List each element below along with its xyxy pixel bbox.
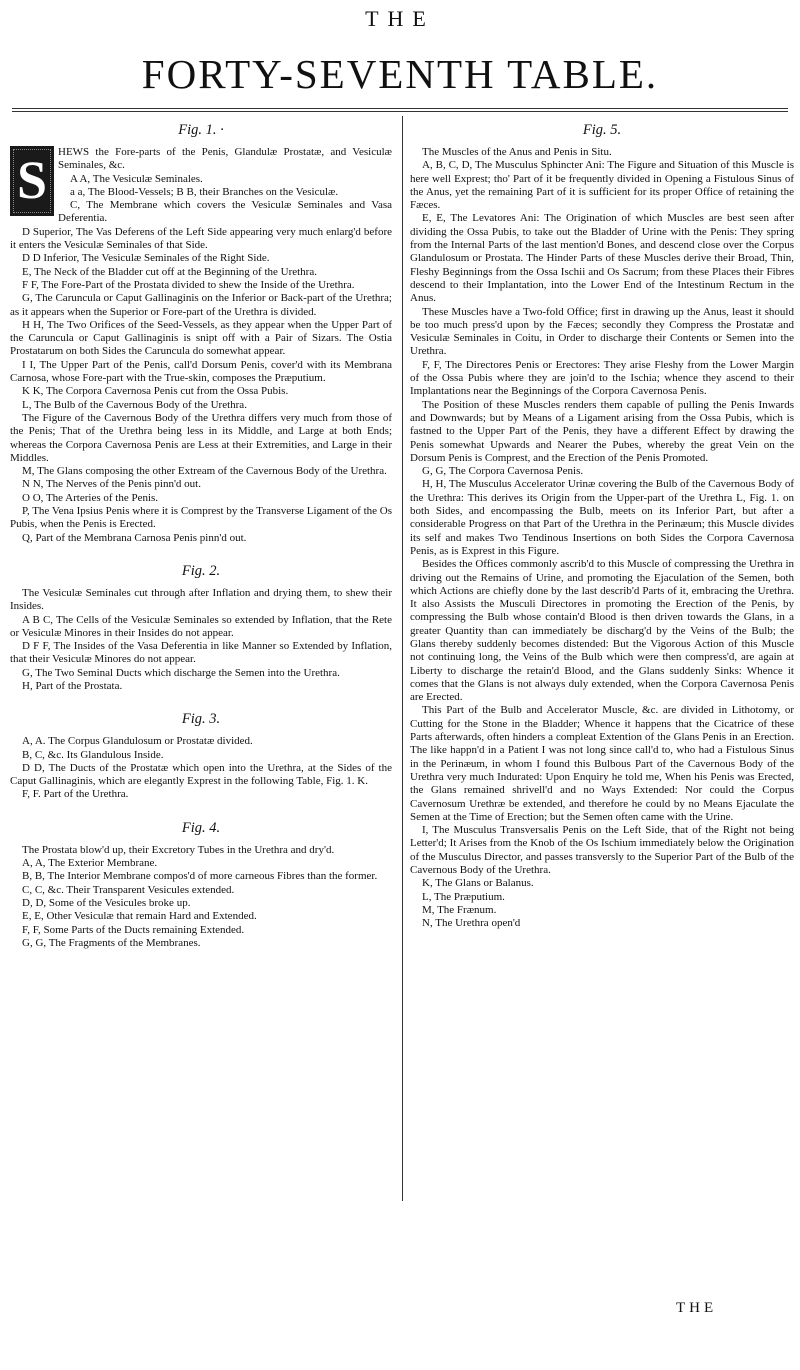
paragraph: G, The Caruncula or Caput Gallinaginis on the Inferior or Back-part of the Urethra; as it appears when the Superior or Fore-part of the Urethra is divided.: [10, 292, 392, 318]
right-column: [410, 120, 794, 931]
paragraph: I, The Musculus Transversalis Penis on the Left Side, that of the Right not being Letter'd; It Arises from the Knob of the Os Ischium immediately below the Origination of the Musculus Director, and passes transversly to the Superior Part of the Bulb of the Cavernous Body of the Urethra.: [410, 824, 794, 877]
paragraph: G, G, The Corpora Cavernosa Penis.: [422, 465, 584, 478]
paragraph: F, F, Some Parts of the Ducts remaining Extended.: [22, 923, 245, 936]
page-title: FORTY-SEVENTH TABLE.: [141, 51, 659, 97]
fig1-intro-line: HEWS the Fore-parts of the Penis, Glandulæ Prostatæ, and Vesiculæ Seminales, &c.: [58, 146, 392, 172]
paragraph: N N, The Nerves of the Penis pinn'd out.: [22, 478, 201, 491]
paragraph: The Figure of the Cavernous Body of the Urethra differs very much from those of the Penis; That of the Urethra being less in its Middle, and Large at both Ends; whereas the Corpora Cavernosa Penis are Less at their Extremities, and Large in their Middles.: [10, 411, 392, 464]
catchword: THE: [676, 1300, 718, 1316]
paragraph: A, B, C, D, The Musculus Sphincter Ani: The Figure and Situation of this Muscle is here well Exprest; tho' Part of it be frequently divided in Opening a Fistulous Sinus of the Anus, yet the remaining Part of it is sufficient for its proper Office of retaining the Fæces.: [410, 159, 794, 212]
paragraph: The Position of these Muscles renders them capable of pulling the Penis Inwards and Downwards; but by Means of a Ligament arising from the Ossa Pubis, which is fastned to the Upper Part of the Penis, they have a different Effect by drawing the Penis somewhat Upwards and Nearer the Pubes, whereby the great Vein on the Dorsum Penis is Comprest, and the Erection of the Penis Promoted.: [410, 398, 794, 464]
paragraph: K K, The Corpora Cavernosa Penis cut from the Ossa Pubis.: [22, 385, 289, 398]
fig1-intro-line: C, The Membrane which covers the Vesiculæ Seminales and Vasa Deferentia.: [58, 199, 392, 225]
paragraph: G, G, The Fragments of the Membranes.: [22, 936, 201, 949]
fig4-paragraphs: [10, 844, 392, 950]
paragraph: E, E, The Levatores Ani: The Origination of which Muscles are best seen after dividing the Ossa Pubis, to take out the Bladder of Urine with the Penis: They spring from the Internal Parts of the last mention'd Bones, and descend close over the Corpus Glandulosum or Prostata. The Hinder Parts of these Muscles derive their Broad, Thin, Fleshy Beginnings from the Ossa Ischii and Os Sacrum; from these Places their Fibres descend to their Implantation, into the Lower End of the Intestinum Rectum in the Anus.: [410, 212, 794, 305]
paragraph: B, C, &c. Its Glandulous Inside.: [22, 748, 164, 761]
paragraph: F F, The Fore-Part of the Prostata divided to shew the Inside of the Urethra.: [22, 278, 355, 291]
paragraph: Q, Part of the Membrana Carnosa Penis pinn'd out.: [22, 531, 247, 544]
fig4-heading: Fig. 4.: [181, 819, 221, 836]
fig2-paragraphs: [10, 587, 392, 693]
paragraph: N, The Urethra open'd: [422, 917, 521, 930]
paragraph: O O, The Arteries of the Penis.: [22, 491, 159, 504]
paragraph: A, A, The Exterior Membrane.: [22, 857, 158, 870]
dropcap-letter: S: [10, 146, 54, 216]
running-head: THE: [365, 6, 435, 31]
paragraph: M, The Glans composing the other Extream of the Cavernous Body of the Urethra.: [22, 465, 387, 478]
paragraph: L, The Præputium.: [422, 890, 505, 903]
title-rule-bottom: [12, 111, 788, 112]
fig1-intro: [10, 146, 392, 226]
paragraph: G, The Two Seminal Ducts which discharge the Semen into the Urethra.: [22, 666, 340, 679]
paragraph: F, F. Part of the Urethra.: [22, 788, 129, 801]
paragraph: F, F, The Directores Penis or Erectores: They arise Fleshy from the Lower Margin of the Ossa Pubis where they are join'd to the Ischia; whence they ascend to their Implantations near the Beginnings of the Corpora Cavernosa Penis.: [410, 358, 794, 398]
title-rule-top: [12, 108, 788, 109]
paragraph: A, A. The Corpus Glandulosum or Prostatæ divided.: [22, 735, 253, 748]
paragraph: E, The Neck of the Bladder cut off at the Beginning of the Urethra.: [22, 265, 317, 278]
paragraph: L, The Bulb of the Cavernous Body of the Urethra.: [22, 398, 247, 411]
paragraph: D F F, The Insides of the Vasa Deferentia in like Manner so Extended by Inflation, that their Vesiculæ Minores do not appear.: [10, 640, 392, 666]
left-column: [10, 120, 392, 950]
paragraph: A B C, The Cells of the Vesiculæ Seminales so extended by Inflation, that the Rete or Vesiculæ Minores in their Insides do not appear.: [10, 613, 392, 639]
paragraph: B, B, The Interior Membrane compos'd of more carneous Fibres than the former.: [22, 870, 378, 883]
paragraph: P, The Vena Ipsius Penis where it is Comprest by the Transverse Ligament of the Os Pubis, when the Penis is Erected.: [10, 505, 392, 531]
fig3-paragraphs: [10, 735, 392, 801]
fig3-heading: Fig. 3.: [181, 711, 221, 728]
fig1-intro-line: A A, The Vesiculæ Seminales.: [70, 172, 203, 185]
fig1-intro-text: [58, 146, 392, 226]
paragraph: Besides the Offices commonly ascrib'd to this Muscle of compressing the Urethra in driving out the Remains of Urine, and promoting the Ejaculation of the Semen, both which Actions are chiefly done by the last describ'd Parts of it, embracing the Urethra. It also Assists the Musculi Directores in promoting the Erection of the Penis, by compressing the Bulb whose contain'd Blood is then driven towards the Glans, in a greater Quantity than can immediately be discharg'd by the Veins of the Bulb; the Glans thereby suddenly becomes distended: But the Vigorous Action of this Muscle not continuing long, the Veins of the Bulb which were then compress'd, are again at Liberty to discharge the retain'd Blood, and the Glans suddenly Sinks: Whence it comes that the Glans is not always duly extended, when the Corpora Cavernosa Penis are Erected.: [410, 558, 794, 704]
paragraph: The Prostata blow'd up, their Excretory Tubes in the Urethra and dry'd.: [22, 843, 335, 856]
fig1-paragraphs: [10, 226, 392, 545]
fig5-heading: Fig. 5.: [582, 122, 622, 138]
paragraph: D, D, Some of the Vesicules broke up.: [22, 896, 191, 909]
fig5-paragraphs: [410, 146, 794, 931]
paragraph: D D Inferior, The Vesiculæ Seminales of the Right Side.: [22, 252, 270, 265]
fig1-intro-line: a a, The Blood-Vessels; B B, their Branches on the Vesiculæ.: [70, 185, 339, 198]
paragraph: These Muscles have a Two-fold Office; first in drawing up the Anus, least it should be too much press'd upon by the Fæces; secondly they Compress the Prostatæ and Vesiculæ Seminales in Coitu, in Order to discharge their Contents or Semen into the Urethra.: [410, 305, 794, 358]
paragraph: H, H, The Musculus Accelerator Urinæ covering the Bulb of the Cavernous Body of the Urethra: This derives its Origin from the Upper-part of the Urethra L, Fig. 1. on both Sides, and encompassing the Bulb, meets on its Inferior Part, but after a considerable Progress on that Part of the Urethra in the Perinæum; this Muscle divides its self and makes Two Tendinous Insertions on both Sides the Corpora Cavernosa Penis, as is Exprest in this Figure.: [410, 478, 794, 557]
paragraph: D D, The Ducts of the Prostatæ which open into the Urethra, at the Sides of the Caput Gallinaginis, which are elegantly Exprest in the following Table, Fig. 1. K.: [10, 761, 392, 788]
paragraph: H, Part of the Prostata.: [22, 679, 123, 692]
paragraph: M, The Frænum.: [422, 903, 497, 916]
paragraph: The Muscles of the Anus and Penis in Situ.: [422, 146, 612, 158]
paragraph: H H, The Two Orifices of the Seed-Vessels, as they appear when the Upper Part of the Caruncula or Caput Gallinaginis is snipt off with a Pair of Sizars. The Ostia Prostatarum on both Sides the Caruncula do somewhat appear.: [10, 318, 392, 358]
paragraph: This Part of the Bulb and Accelerator Muscle, &c. are divided in Lithotomy, or Cutting for the Stone in the Bladder; Whence it happens that the Cicatrice of these Parts afterwards, often hinders a compleat Extention of the Glans Penis in an Erection. The like happn'd in a Patient I was not long since call'd to, who had a Fistulous Sinus in the Perinæum, in whom I found this Bulbous Part of the Cavernous Body of the Urethra very much Indurated: Upon Enquiry he told me, When his Penis was Erected, the Glans remained shrivell'd and no Ways Extended: Nor could the Corpus Cavernosum Urethræ be extended, and therefore he could by no Means Ejaculate the Semen at the Time of Erection; but the Semen often came with the Urine.: [410, 704, 794, 823]
paragraph: K, The Glans or Balanus.: [422, 877, 534, 890]
paragraph: The Vesiculæ Seminales cut through after Inflation and drying them, to shew their Insides.: [10, 586, 392, 613]
paragraph: E, E, Other Vesiculæ that remain Hard and Extended.: [22, 910, 257, 923]
fig1-heading: Fig. 1. ·: [178, 122, 224, 138]
paragraph: C, C, &c. Their Transparent Vesicules extended.: [22, 883, 235, 896]
paragraph: D Superior, The Vas Deferens of the Left Side appearing very much enlarg'd before it enters the Vesiculæ Seminales of that Side.: [10, 225, 392, 252]
fig2-heading: Fig. 2.: [181, 562, 221, 579]
paragraph: I I, The Upper Part of the Penis, call'd Dorsum Penis, cover'd with its Membrana Carnosa, whose Fore-part with the True-skin, composes the Præputium.: [10, 358, 392, 385]
column-divider: [402, 116, 403, 1201]
